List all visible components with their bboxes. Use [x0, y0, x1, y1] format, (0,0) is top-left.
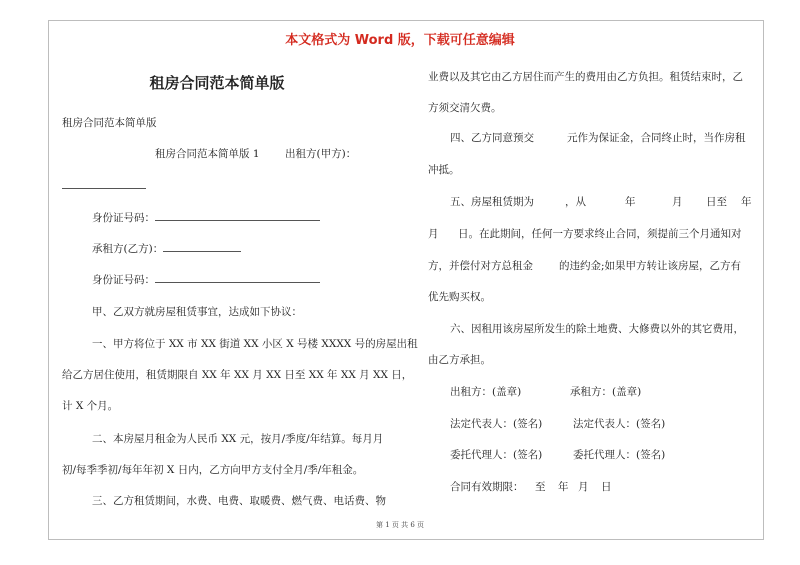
clause4-line1a: 四、乙方同意预交 — [450, 132, 534, 144]
clause5-part5: 日至 — [706, 196, 727, 208]
download-banner: 本文格式为 Word 版，下载可任意编辑 — [285, 33, 515, 48]
clause2-line1: 二、本房屋月租金为人民币 XX 元，按月/季度/年结算。每月月 — [92, 433, 384, 445]
lessee-label: 承租方(乙方)： — [92, 243, 164, 255]
clause6-line2: 由乙方承担。 — [428, 354, 491, 366]
validity-year: 年 — [558, 481, 569, 493]
lessor-label: 出租方(甲方)： — [285, 148, 357, 160]
sign-lessee: 承租方：(盖章) — [570, 386, 642, 398]
agent-lessor: 委托代理人：(签名) — [450, 449, 543, 461]
clause5-part4: 月 — [672, 196, 683, 208]
clause6-line1: 六、因租用该房屋所发生的除土地费、大修费以外的其它费用， — [450, 323, 744, 335]
id-blank — [155, 271, 320, 283]
version-line: 租房合同范本简单版 1 — [155, 148, 260, 160]
clause2-line2: 初/每季季初/每年年初 X 日内，乙方向甲方支付全月/季/年租金。 — [62, 464, 364, 476]
lessee-blank — [163, 240, 241, 252]
page-footer: 第 1 页 共 6 页 — [375, 521, 425, 529]
clause1-line1: 一、甲方将位于 XX 市 XX 街道 XX 小区 X 号楼 XXXX 号的房屋出租 — [92, 338, 418, 350]
sign-lessor: 出租方：(盖章) — [450, 386, 522, 398]
validity-to: 至 — [535, 481, 546, 493]
clause5-line2a: 月 — [428, 228, 439, 240]
clause5-part6: 年 — [741, 196, 752, 208]
clause5-part1: 五、房屋租赁期为 — [450, 196, 534, 208]
id-label: 身份证号码： — [92, 274, 155, 286]
id-label: 身份证号码： — [92, 212, 155, 224]
lessee-id-row — [92, 271, 320, 287]
clause3-line2: 业费以及其它由乙方居住而产生的费用由乙方负担。租赁结束时，乙 — [428, 71, 743, 83]
lessee-row — [92, 240, 241, 256]
lessor-name-blank — [62, 178, 146, 189]
clause5-part3: 年 — [625, 196, 636, 208]
clause3-line3: 方须交清欠费。 — [428, 102, 502, 114]
rep-lessee: 法定代表人：(签名) — [573, 418, 666, 430]
validity-label: 合同有效期限： — [450, 481, 524, 493]
clause5-line2b: 日。在此期间，任何一方要求终止合同，须提前三个月通知对 — [458, 228, 742, 240]
validity-month: 月 — [578, 481, 589, 493]
rep-lessor: 法定代表人：(签名) — [450, 418, 543, 430]
agreement-line: 甲、乙双方就房屋租赁事宜，达成如下协议： — [92, 306, 302, 318]
clause4-line2: 冲抵。 — [428, 164, 460, 176]
clause3-line1: 三、乙方租赁期间，水费、电费、取暖费、燃气费、电话费、物 — [92, 495, 386, 507]
clause5-line3b: 的违约金;如果甲方转让该房屋，乙方有 — [559, 260, 742, 272]
clause4-line1b: 元作为保证金，合同终止时，当作房租 — [567, 132, 746, 144]
id-blank — [155, 209, 320, 221]
clause5-part2: ，从 — [565, 196, 586, 208]
document-title: 租房合同范本简单版 — [149, 74, 285, 92]
subtitle: 租房合同范本简单版 — [62, 117, 157, 129]
clause5-line4: 优先购买权。 — [428, 291, 491, 303]
clause5-line3a: 方，并偿付对方总租金 — [428, 260, 533, 272]
lessor-id-row — [92, 209, 320, 225]
clause1-line3: 计 X 个月。 — [62, 400, 119, 412]
validity-day: 日 — [601, 481, 612, 493]
agent-lessee: 委托代理人：(签名) — [573, 449, 666, 461]
clause1-line2: 给乙方居住使用，租赁期限自 XX 年 XX 月 XX 日至 XX 年 XX 月 XX 日， — [62, 369, 413, 381]
